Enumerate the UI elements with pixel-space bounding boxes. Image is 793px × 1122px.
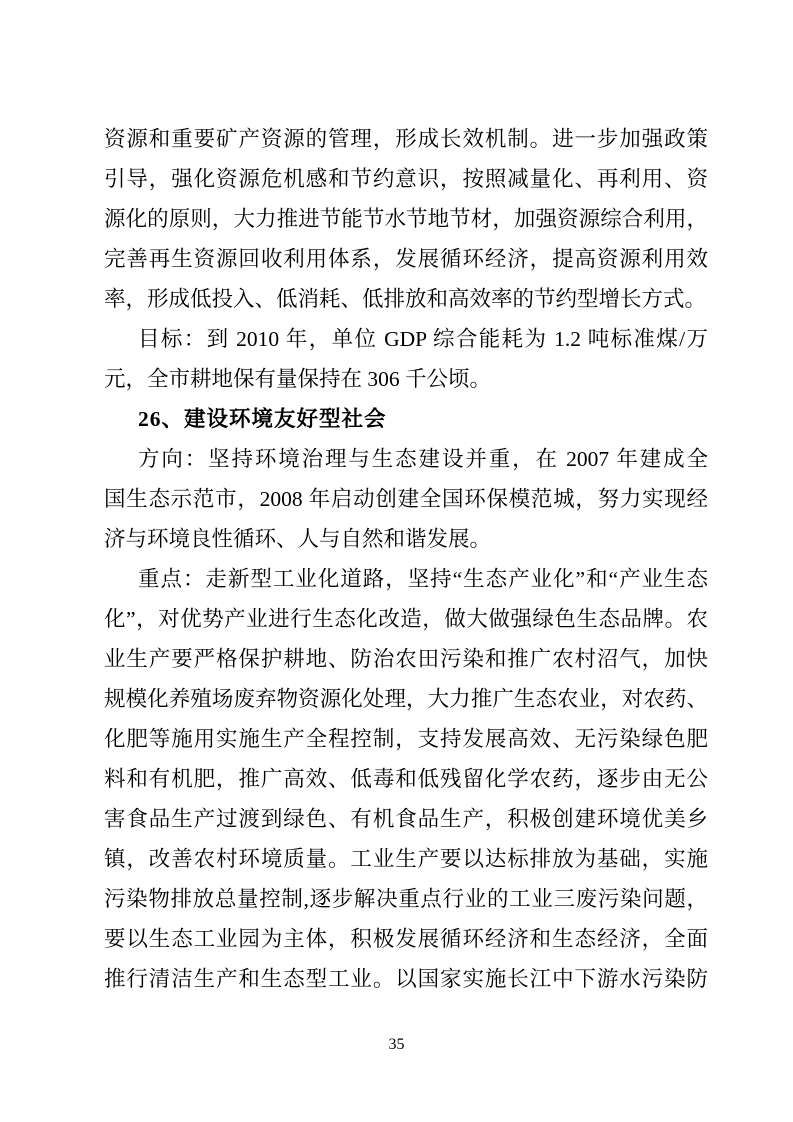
para-direction-line-1: 方向：坚持环境治理与生态建设并重，在 2007 年建成全 xyxy=(138,447,708,471)
para-focus-line-3: 业生产要严格保护耕地、防治农田污染和推广农村沼气，加快 xyxy=(104,647,708,671)
para-goal-2010-line-1: 目标：到 2010 年，单位 GDP 综合能耗为 1.2 吨标准煤/万 xyxy=(138,327,708,351)
para-focus-line-2: 化”，对优势产业进行生态化改造，做大做强绿色生态品牌。农 xyxy=(104,607,708,631)
para-direction-line-3: 济与环境良性循环、人与自然和谐发展。 xyxy=(104,527,492,551)
para-focus-line-5: 化肥等施用实施生产全程控制，支持发展高效、无污染绿色肥 xyxy=(104,727,708,751)
para-focus-line-8: 镇，改善农村环境质量。工业生产要以达标排放为基础，实施 xyxy=(104,847,708,871)
para-resource-management-line-3: 源化的原则，大力推进节能节水节地节材，加强资源综合利用， xyxy=(104,207,708,231)
para-focus-line-6: 料和有机肥，推广高效、低毒和低残留化学农药，逐步由无公 xyxy=(104,767,708,791)
page-number: 35 xyxy=(388,1036,405,1053)
para-focus-line-9: 污染物排放总量控制,逐步解决重点行业的工业三废污染问题， xyxy=(104,887,708,911)
para-focus-line-4: 规模化养殖场废弃物资源化处理，大力推广生态农业，对农药、 xyxy=(104,687,708,711)
para-resource-management-line-4: 完善再生资源回收利用体系，发展循环经济，提高资源利用效 xyxy=(104,247,708,271)
para-goal-2010-line-2: 元，全市耕地保有量保持在 306 千公顷。 xyxy=(104,367,492,391)
para-focus-line-1: 重点：走新型工业化道路，坚持“生态产业化”和“产业生态 xyxy=(138,567,708,591)
para-resource-management-line-2: 引导，强化资源危机感和节约意识，按照减量化、再利用、资 xyxy=(104,167,708,191)
para-resource-management-line-5: 率，形成低投入、低消耗、低排放和高效率的节约型增长方式。 xyxy=(104,287,707,311)
para-focus-line-10: 要以生态工业园为主体，积极发展循环经济和生态经济，全面 xyxy=(104,927,708,951)
para-resource-management-line-1: 资源和重要矿产资源的管理，形成长效机制。进一步加强政策 xyxy=(104,127,708,151)
document-text-block xyxy=(104,119,708,999)
para-direction-line-2: 国生态示范市，2008 年启动创建全国环保模范城，努力实现经 xyxy=(104,487,708,511)
heading-section-26-line-1: 26、建设环境友好型社会 xyxy=(138,407,387,431)
para-focus-line-11: 推行清洁生产和生态型工业。以国家实施长江中下游水污染防 xyxy=(104,967,708,991)
para-focus-line-7: 害食品生产过渡到绿色、有机食品生产，积极创建环境优美乡 xyxy=(104,807,708,831)
